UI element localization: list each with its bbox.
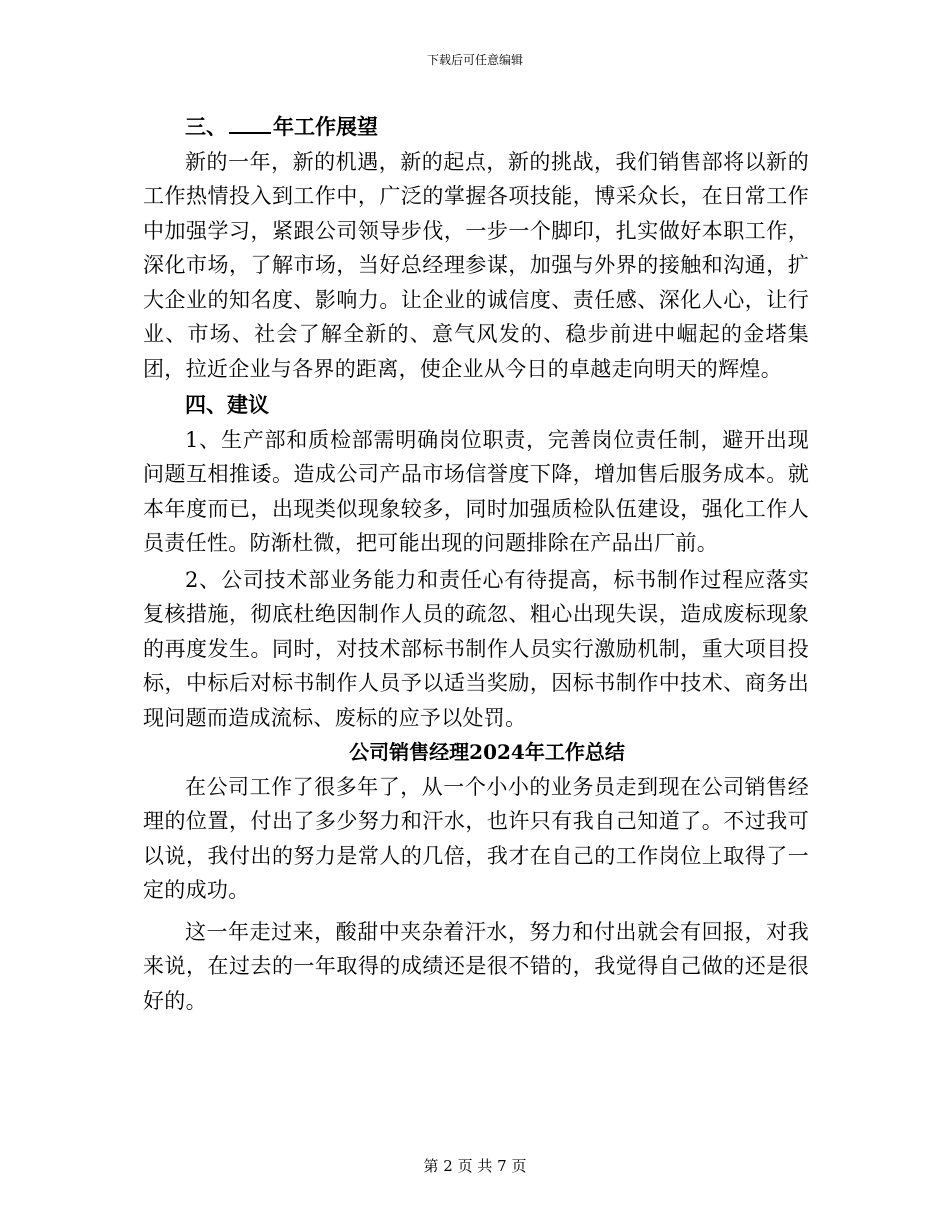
- article-title: 公司销售经理2024年工作总结: [349, 740, 625, 764]
- year-blank-underline: [229, 113, 271, 134]
- section-3-heading-prefix: 三、: [185, 114, 227, 139]
- page-header-note: 下载后可任意编辑: [426, 53, 523, 67]
- page-footer-page-number: 第 2 页 共 7 页: [423, 1157, 527, 1175]
- section-4-heading: 四、建议: [185, 392, 269, 417]
- document-body: [143, 110, 809, 1018]
- article-paragraph-1: 在公司工作了很多年了，从一个小小的业务员走到现在公司销售经理的位置，付出了多少努力和汗水，也许只有我自己知道了。不过我可以说，我付出的努力是常人的几倍，我才在自己的工作岗位上取得了一定的成功。: [143, 774, 809, 902]
- suggestion-item-2: 2、公司技术部业务能力和责任心有待提高，标书制作过程应落实复核措施，彻底杜绝因制作人员的疏忽、粗心出现失误，造成废标现象的再度发生。同时，对技术部标书制作人员实行激励机制，重大项目投标，中标后对标书制作人员予以适当奖励，因标书制作中技术、商务出现问题而造成流标、废标的应予以处罚。: [143, 567, 809, 730]
- article-paragraph-2: 这一年走过来，酸甜中夹杂着汗水，努力和付出就会有回报，对我来说，在过去的一年取得的成绩还是很不错的，我觉得自己做的还是很好的。: [143, 919, 809, 1013]
- section-3-heading: [143, 110, 809, 145]
- section-3-paragraph: 新的一年，新的机遇，新的起点，新的挑战，我们销售部将以新的工作热情投入到工作中，广泛的掌握各项技能，博采众长，在日常工作中加强学习，紧跟公司领导步伐，一步一个脚印，扎实做好本职工作，深化市场，了解市场，当好总经理参谋，加强与外界的接触和沟通，扩大企业的知名度、影响力。让企业的诚信度、责任感、深化人心，让行业、市场、社会了解全新的、意气风发的、稳步前进中崛起的金塔集团，拉近企业与各界的距离，使企业从今日的卓越走向明天的辉煌。: [143, 149, 809, 381]
- section-3-heading-suffix: 年工作展望: [273, 114, 378, 139]
- suggestion-item-1: 1、生产部和质检部需明确岗位职责，完善岗位责任制，避开出现问题互相推诿。造成公司产品市场信誉度下降，增加售后服务成本。就本年度而已，出现类似现象较多，同时加强质检队伍建设，强化工作人员责任性。防渐杜微，把可能出现的问题排除在产品出厂前。: [143, 427, 809, 555]
